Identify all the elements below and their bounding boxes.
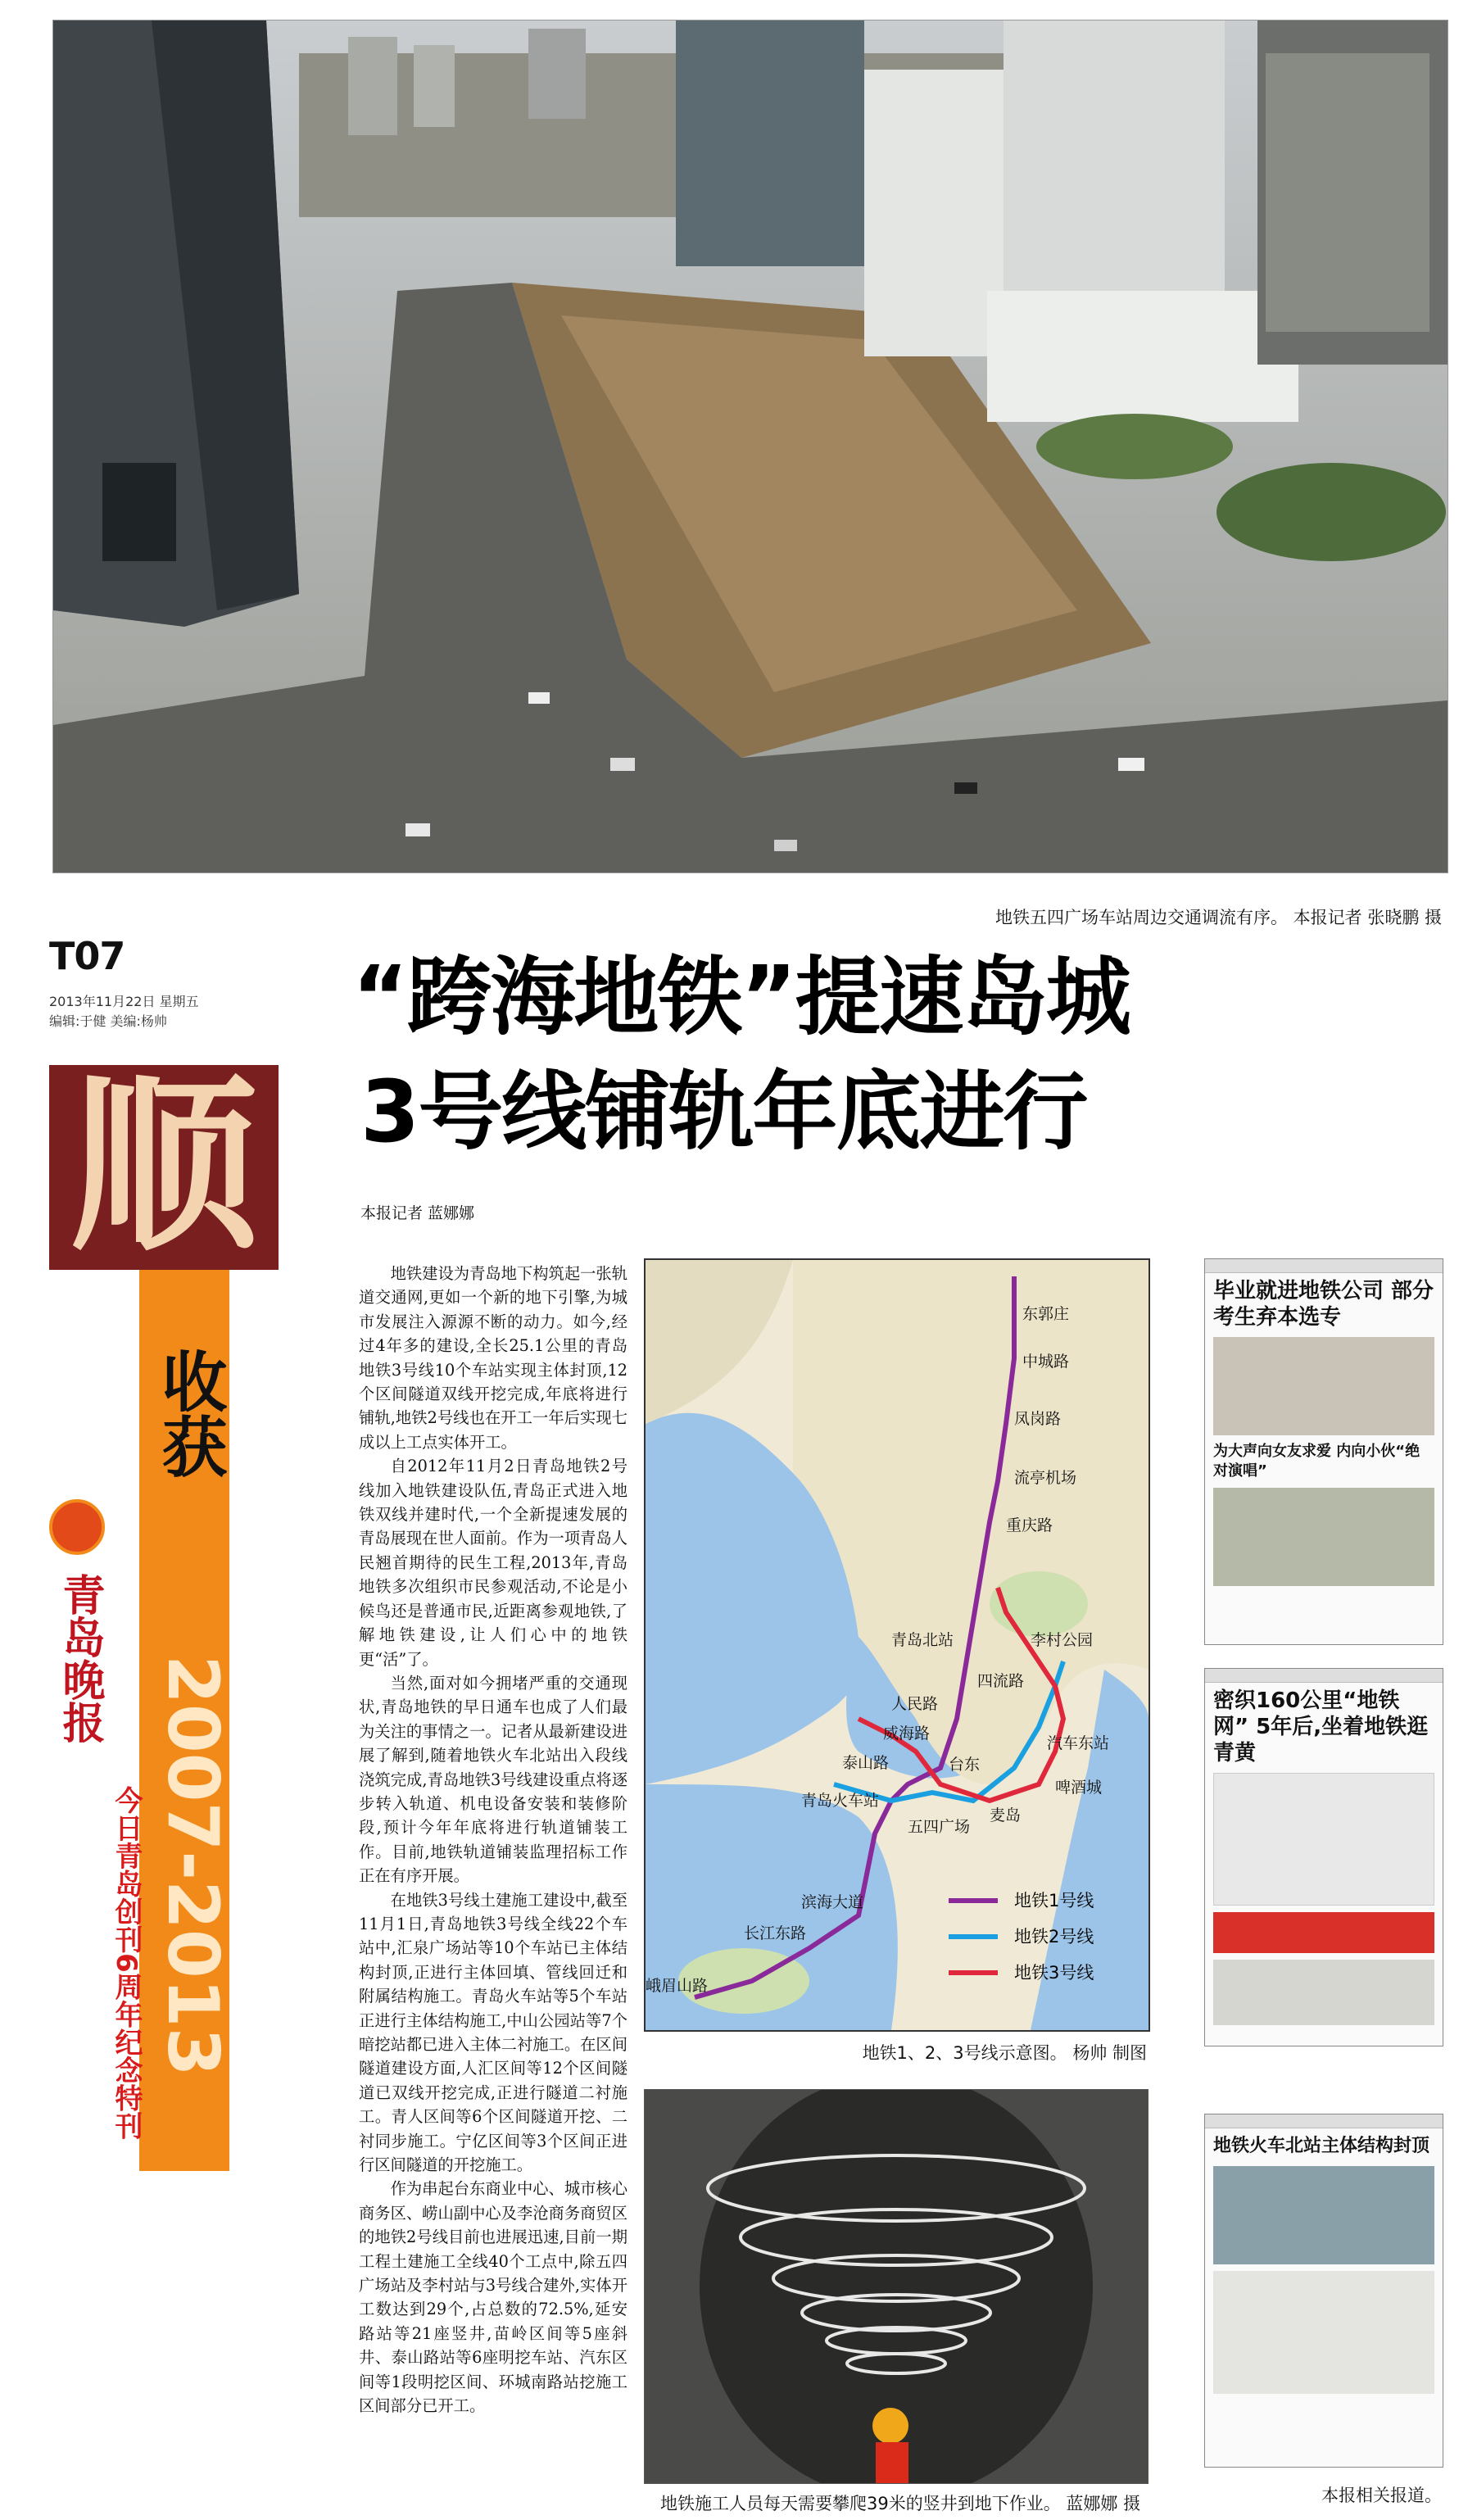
station-label: 威海路 (883, 1725, 931, 1743)
station-label: 东郭庄 (1022, 1305, 1070, 1323)
station-label: 中城路 (1022, 1353, 1070, 1371)
date-line: 2013年11月22日 星期五 (49, 994, 199, 1009)
station-label: 流亭机场 (1014, 1469, 1077, 1487)
editor-line: 编辑:于健 美编:杨帅 (49, 1013, 167, 1029)
legend-line1: 地铁1号线 (1014, 1891, 1094, 1910)
station-label: 汽车东站 (1047, 1734, 1110, 1752)
metro-map (644, 1258, 1150, 2032)
article-paragraph: 地铁建设为青岛地下构筑起一张轨道交通网,更如一个新的地下引擎,为城市发展注入源源不断的动力。如今,经过4年多的建设,全长25.1公里的青岛地铁3号线10个车站实现主体封顶,12个区间隧道双线开挖完成,年底将进行铺轨,地铁2号线也在开工一年后实现七成以上工点实体开工。 (359, 1264, 627, 1452)
newspaper-name: 青岛晚报 (55, 1573, 105, 1743)
big-character: 顺 (49, 1065, 279, 1270)
related-report-thumb-1[interactable] (1204, 1258, 1443, 1645)
station-label: 峨眉山路 (646, 1977, 709, 1995)
legend-line2: 地铁2号线 (1014, 1927, 1094, 1947)
station-label: 李村公园 (1031, 1631, 1094, 1649)
special-issue-label: 今日青岛创刊6周年纪念特刊 (110, 1786, 143, 2140)
thumb-title: 地铁火车北站主体结构封顶 (1213, 2136, 1430, 2156)
special-issue-logo (49, 1065, 279, 2171)
top-photo-caption: 地铁五四广场车站周边交通调流有序。 本报记者 张晓鹏 摄 (994, 908, 1442, 927)
headline-line1: “跨海地铁”提速岛城 (352, 947, 1130, 1047)
station-label: 四流路 (977, 1672, 1025, 1690)
station-label: 青岛火车站 (801, 1792, 880, 1810)
top-photo (52, 20, 1448, 873)
article-paragraph: 在地铁3号线土建施工建设中,截至11月1日,青岛地铁3号线全线22个车站中,汇泉广场站等10个车站已主体结构封顶,正进行主体回填、管线回迁和附属结构施工。青岛火车站等5个车站正进行主体结构施工,中山公园站等7个暗挖站都已进入主体二衬施工。在区间隧道建设方面,人汇区间等12个区间隧道已双线开挖完成,正进行隧道二衬施工。青人区间等6个区间隧道开挖、二衬同步施工。宁亿区间等3个区间正进行区间隧道的开挖施工。 (359, 1890, 627, 2175)
thumb-subtitle: 为大声向女友求爱 内向小伙“绝对演唱” (1213, 1443, 1420, 1480)
article-paragraph: 作为串起台东商业中心、城市核心商务区、崂山副中心及李沧商务商贸区的地铁2号线目前也进展迅速,目前一期工程土建施工全线40个工点中,除五四广场站及李村站与3号线合建外,实体开工数达到29个,占总数的72.5%,延安路站等21座竖井,苗岭区间等5座斜井、泰山路站等6座明挖车站、汽东区间等1段明挖区间、环城南路站挖施工区间部分已开工。 (359, 2179, 627, 2416)
shaft-photo (644, 2089, 1149, 2484)
aerial-city-photo (53, 20, 1448, 872)
related-report-thumb-3[interactable] (1204, 2114, 1443, 2468)
shaft-photo-caption: 地铁施工人员每天需要攀爬39米的竖井到地下作业。 蓝娜娜 摄 (660, 2494, 1141, 2513)
related-report-thumb-2[interactable] (1204, 1668, 1443, 2046)
metro-map-graphic (646, 1260, 1149, 2030)
shaft-photo-graphic (645, 2090, 1148, 2483)
station-label: 人民路 (891, 1695, 939, 1713)
station-label: 泰山路 (842, 1754, 890, 1772)
section-label: 收获 (151, 1348, 227, 1479)
article-paragraph: 自2012年11月2日青岛地铁2号线加入地铁建设队伍,青岛正式进入地铁双线并建时代,一个全新提速发展的青岛展现在世人面前。作为一项青岛人民翘首期待的民生工程,2013年,青岛地铁多次组织市民参观活动,不论是小候鸟还是普通市民,近距离参观地铁,了解地铁建设,让人们心中的地铁更“活”了。 (359, 1457, 627, 1669)
article-paragraph: 当然,面对如今拥堵严重的交通现状,青岛地铁的早日通车也成了人们最为关注的事情之一。记者从最新建设进展了解到,随着地铁火车北站出入段线浇筑完成,青岛地铁3号线建设重点将逐步转入轨道、机电设备安装和装修阶段,预计今年年底将进行轨道铺装工作。目前,地铁轨道铺装监理招标工作正在有序开展。 (359, 1673, 627, 1886)
byline: 本报记者 蓝娜娜 (360, 1204, 475, 1222)
headline-line2: 3号线铺轨年底进行 (360, 1062, 1087, 1162)
thumb-title: 密织160公里“地铁网” 5年后,坐着地铁逛青黄 (1213, 1688, 1429, 1765)
station-label: 长江东路 (744, 1924, 807, 1942)
thumb-title: 毕业就进地铁公司 部分考生弃本选专 (1213, 1279, 1434, 1330)
station-label: 台东 (949, 1756, 981, 1774)
article-body (359, 1262, 627, 2507)
years-label: 2007-2013 (152, 1655, 233, 2077)
station-label: 滨海大道 (801, 1893, 864, 1911)
station-label: 五四广场 (908, 1818, 971, 1836)
newspaper-emblem-icon (49, 1499, 105, 1555)
station-label: 凤岗路 (1014, 1410, 1062, 1428)
station-label: 重庆路 (1006, 1516, 1053, 1534)
station-label: 青岛北站 (891, 1631, 954, 1649)
legend-line3: 地铁3号线 (1014, 1963, 1094, 1983)
page-number: T07 (49, 934, 125, 978)
station-label: 麦岛 (990, 1806, 1022, 1824)
related-caption: 本报相关报道。 (1321, 2486, 1442, 2505)
station-label: 啤酒城 (1055, 1779, 1103, 1797)
map-caption: 地铁1、2、3号线示意图。 杨帅 制图 (862, 2043, 1147, 2063)
